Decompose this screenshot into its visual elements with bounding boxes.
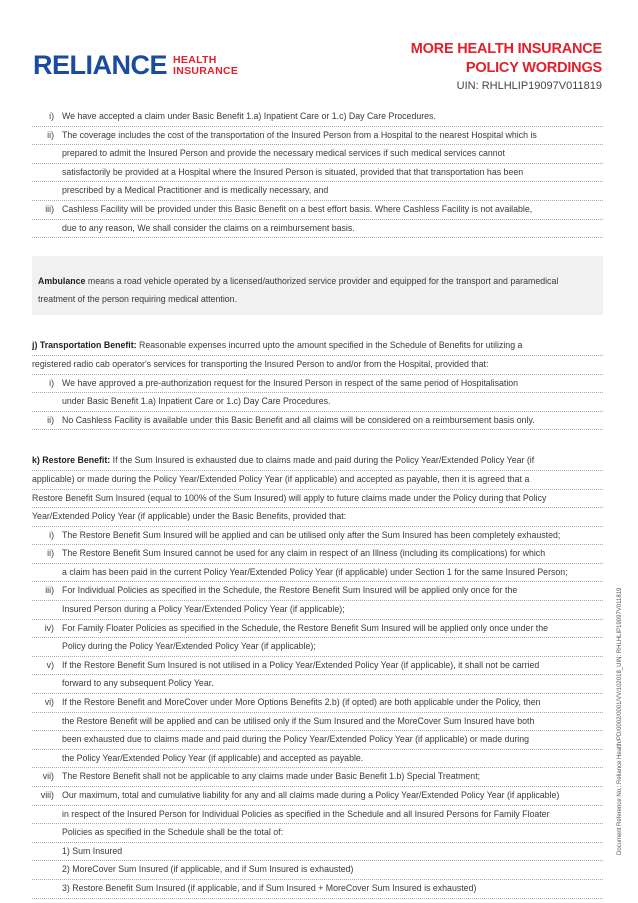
list-text: the Policy Year/Extended Policy Year (if applicable) and accepted as payable.: [62, 752, 364, 763]
list-number: iii): [45, 203, 54, 214]
list-number: [32, 182, 62, 200]
list-number: [32, 750, 62, 768]
top-list-line: [32, 145, 603, 164]
ambulance-definition: [38, 273, 597, 308]
list-number: [32, 880, 62, 898]
list-text: a claim has been paid in the current Policy Year/Extended Policy Year (if applicable) under Section 1 for the same Insured Person;: [62, 566, 568, 577]
list-text: If the Restore Benefit Sum Insured is not utilised in a Policy Year/Extended Policy Year (if applicable), it shall not be carried: [62, 659, 540, 670]
list-text: Insured Person during a Policy Year/Extended Policy Year (if applicable);: [62, 604, 345, 615]
ambulance-text: treatment of the person requiring medical attention.: [38, 293, 238, 304]
reliance-logo: [33, 52, 238, 79]
ambulance-term: Ambulance: [38, 276, 86, 287]
list-text: Our maximum, total and cumulative liability for any and all claims made during a Policy Year/Extended Policy Year (if applicable): [62, 790, 560, 800]
list-number: viii): [40, 790, 54, 800]
restore-benefit-line: [32, 490, 603, 509]
title-line-2: POLICY WORDINGS: [465, 60, 602, 76]
list-number: [32, 220, 62, 238]
top-list-line: [32, 108, 603, 127]
restore-item-line: [32, 545, 603, 564]
restore-item-line: [32, 843, 603, 862]
restore-item-line: [32, 527, 603, 546]
logo-wordmark: RELIANCE: [33, 50, 168, 80]
list-number: [32, 601, 62, 619]
list-text: the Restore Benefit will be applied and can be utilised only if the Sum Insured and the MoreCover Sum Insured have both: [62, 715, 535, 726]
restore-item-line: [32, 564, 603, 583]
restore-benefit-text: Year/Extended Policy Year (if applicable) under the Basic Benefits, provided that:: [32, 511, 347, 522]
list-number: ii): [47, 129, 54, 140]
list-text: satisfactorily be provided at a Hospital where the Insured Person is situated, provided that that transportation has been: [62, 166, 524, 177]
list-number: [32, 806, 62, 824]
list-text: We have accepted a claim under Basic Benefit 1.a) Inpatient Care or 1.c) Day Care Procedures.: [62, 111, 436, 121]
list-number: ii): [47, 414, 54, 425]
restore-benefit-line: [32, 508, 603, 527]
list-text: in respect of the Insured Person for Individual Policies as specified in the Schedule and all Insured Persons for Family Floater: [62, 808, 550, 819]
transport-benefit-line: [32, 337, 603, 356]
list-text: The Restore Benefit Sum Insured cannot be used for any claim in respect of an Illness (including its complications) for which: [62, 548, 546, 559]
list-number: [32, 638, 62, 656]
restore-item-line: [32, 657, 603, 676]
logo-subtitle: [173, 55, 238, 77]
list-number: [32, 164, 62, 182]
top-list-line: [32, 164, 603, 183]
restore-item-line: [32, 768, 603, 787]
restore-item-line: [32, 880, 603, 899]
list-number: v): [46, 659, 54, 670]
list-number: [32, 861, 62, 879]
list-number: vii): [42, 771, 54, 782]
restore-item-line: [32, 750, 603, 769]
top-list-line: [32, 201, 603, 220]
transport-item-line: [32, 393, 603, 412]
list-text: forward to any subsequent Policy Year.: [62, 678, 214, 689]
restore-item-line: [32, 601, 603, 620]
ambulance-definition-box: [32, 256, 603, 315]
restore-benefit-heading: k) Restore Benefit:: [32, 455, 111, 466]
list-number: i): [49, 529, 54, 540]
list-text: No Cashless Facility is available under this Basic Benefit and all claims will be considered on a reimbursement basis only.: [62, 414, 535, 425]
list-text: due to any reason, We shall consider the claims on a reimbursement basis.: [62, 222, 355, 233]
list-text: 1) Sum Insured: [62, 845, 123, 856]
transport-benefit-line: [32, 356, 603, 375]
restore-item-line: [32, 638, 603, 657]
transport-benefit-heading: j) Transportation Benefit:: [32, 340, 137, 351]
restore-benefit-text: applicable) or made during the Policy Year/Extended Policy Year (if applicable) and accepted as payable, then it is agreed that a: [32, 473, 530, 484]
list-number: i): [49, 111, 54, 121]
list-text: Cashless Facility will be provided under this Basic Benefit on a best effort basis. Where Cashless Facility is not available,: [62, 203, 533, 214]
list-text: For Family Floater Policies as specified in the Schedule, the Restore Benefit Sum Insured will be applied only once under the: [62, 622, 549, 633]
restore-item-line: [32, 824, 603, 843]
list-number: [32, 145, 62, 163]
list-text: Policy during the Policy Year/Extended Policy Year (if applicable);: [62, 641, 316, 652]
restore-item-line: [32, 787, 603, 806]
top-list-line: [32, 220, 603, 239]
list-number: [32, 824, 62, 842]
list-number: [32, 713, 62, 731]
side-reference-text: Document Reference No.: Reliance Health/PD/0002/0001/VV/102018_UIN: RHLHLIP19097V011819: [617, 587, 623, 855]
list-text: 2) MoreCover Sum Insured (if applicable, and if Sum Insured is exhausted): [62, 864, 354, 875]
restore-item-line: [32, 582, 603, 601]
restore-item-line: [32, 806, 603, 825]
list-text: We have approved a pre-authorization request for the Insured Person in respect of the same period of Hospitalisation: [62, 377, 519, 388]
list-text: under Basic Benefit 1.a) Inpatient Care or 1.c) Day Care Procedures.: [62, 396, 331, 407]
list-text: The Restore Benefit shall not be applicable to any claims made under Basic Benefit 1.b) Special Treatment;: [62, 771, 481, 782]
top-list-line: [32, 127, 603, 146]
list-text: If the Restore Benefit and MoreCover under More Options Benefits 2.b) (if opted) are both applicable under the Policy, then: [62, 697, 541, 708]
transport-item-line: [32, 412, 603, 431]
logo-sub-insurance: INSURANCE: [173, 64, 239, 77]
list-text: prepared to admit the Insured Person and provide the necessary medical services if such medical services cannot: [62, 148, 506, 159]
list-text: For Individual Policies as specified in the Schedule, the Restore Benefit Sum Insured will be applied only once for the: [62, 585, 518, 596]
list-number: [32, 675, 62, 693]
title-line-1: MORE HEALTH INSURANCE: [410, 41, 602, 57]
document-title: [411, 40, 602, 93]
logo-sub-health: HEALTH: [173, 53, 217, 66]
list-number: i): [49, 377, 54, 388]
list-text: been exhausted due to claims made and paid during the Policy Year/Extended Policy Year (if applicable) or made during: [62, 734, 530, 745]
list-number: [32, 393, 62, 411]
restore-item-line: [32, 620, 603, 639]
restore-item-line: [32, 675, 603, 694]
top-list-line: [32, 182, 603, 201]
restore-benefit-text: Restore Benefit Sum Insured (equal to 100% of the Sum Insured) will apply to future claims made under the Policy during that Policy: [32, 492, 547, 503]
uin-number: UIN: RHLHLIP19097V011819: [456, 80, 602, 92]
list-number: ii): [47, 548, 54, 559]
restore-benefit-line: [32, 471, 603, 490]
restore-benefit-text: If the Sum Insured is exhausted due to claims made and paid during the Policy Year/Extended Policy Year (if: [110, 455, 535, 466]
list-number: [32, 564, 62, 582]
list-text: The Restore Benefit Sum Insured will be applied and can be utilised only after the Sum Insured has been completely exhausted;: [62, 529, 561, 540]
restore-item-line: [32, 713, 603, 732]
list-number: [32, 843, 62, 861]
restore-item-line: [32, 861, 603, 880]
transport-item-line: [32, 375, 603, 394]
transport-benefit-text: Reasonable expenses incurred upto the amount specified in the Schedule of Benefits for utilizing a: [136, 340, 523, 351]
list-text: Policies as specified in the Schedule shall be the total of:: [62, 827, 284, 838]
restore-benefit-line: [32, 452, 603, 471]
document-body: [32, 108, 603, 899]
list-text: The coverage includes the cost of the transportation of the Insured Person from a Hospital to the nearest Hospital which is: [62, 129, 537, 140]
list-number: iv): [44, 622, 54, 633]
list-number: iii): [45, 585, 54, 596]
restore-item-line: [32, 731, 603, 750]
list-number: vi): [44, 697, 54, 708]
restore-item-line: [32, 694, 603, 713]
list-text: prescribed by a Medical Practitioner and is medically necessary, and: [62, 185, 329, 196]
transport-benefit-text: registered radio cab operator's services for transporting the Insured Person to and/or from the Hospital, provided that:: [32, 358, 489, 369]
ambulance-text: means a road vehicle operated by a licensed/authorized service provider and equipped for the transport and paramedical: [85, 276, 559, 287]
list-number: [32, 731, 62, 749]
list-text: 3) Restore Benefit Sum Insured (if applicable, and if Sum Insured + MoreCover Sum Insured is exhausted): [62, 882, 477, 893]
